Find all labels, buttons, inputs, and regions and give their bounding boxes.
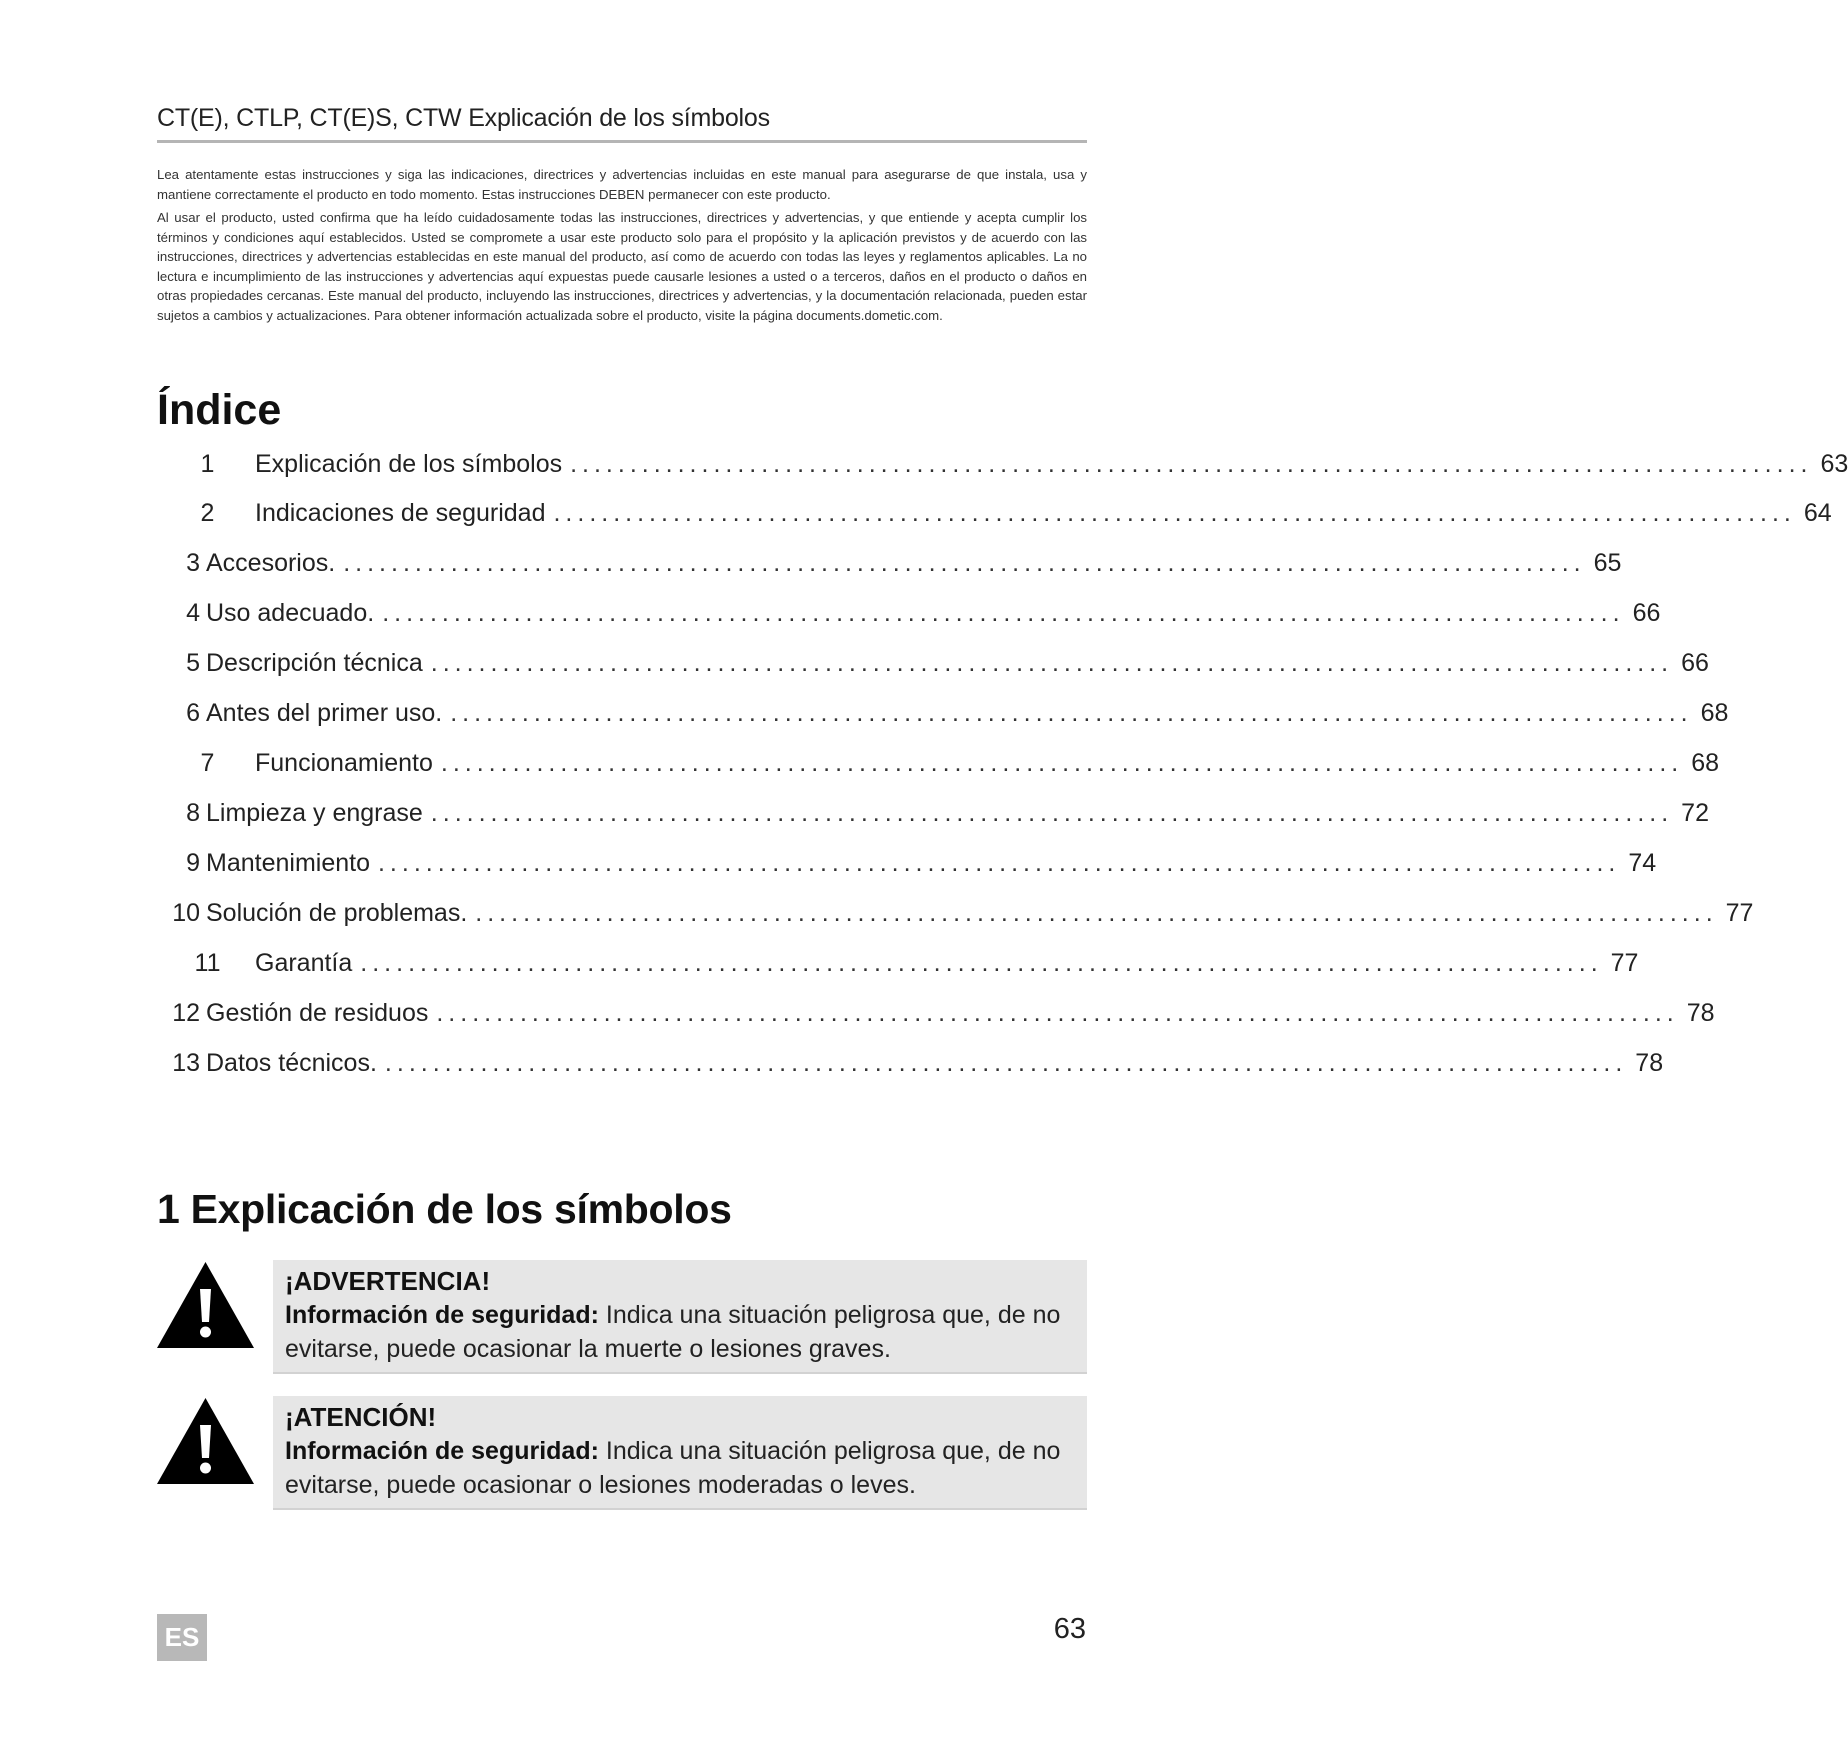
toc-entry[interactable] <box>165 899 1754 935</box>
toc-entry-number: 6 <box>186 699 200 727</box>
page-number: 63 <box>1053 1613 1086 1645</box>
toc-entry[interactable] <box>180 749 1720 785</box>
toc-entry-title: Garantía <box>255 949 353 977</box>
toc-entry-number: 5 <box>186 649 200 677</box>
toc-entry-page: 65 <box>1593 549 1622 577</box>
toc-entry-title: Uso adecuado. <box>206 599 375 627</box>
toc-entry-title: Antes del primer uso. <box>206 699 443 727</box>
warning-notice <box>157 1260 1087 1375</box>
toc-leader-dots: ........................................................................................................ <box>436 999 1679 1027</box>
toc-leader-dots: ........................................................................................................ <box>377 849 1621 877</box>
toc-title: Índice <box>157 386 282 434</box>
toc-entry-page: 64 <box>1803 499 1832 527</box>
toc-entry[interactable] <box>180 499 1832 535</box>
toc-entry-title: Descripción técnica <box>206 649 423 677</box>
toc-entry-page: 68 <box>1700 699 1729 727</box>
notice-lead: Información de seguridad: <box>285 1437 599 1465</box>
notice-box <box>273 1396 1087 1510</box>
toc-entry-page: 78 <box>1635 1049 1664 1077</box>
toc-leader-dots: ........................................................................................................ <box>570 450 1813 478</box>
toc-leader-dots: ........................................................................................................ <box>440 749 1684 777</box>
toc-leader-dots: ........................................................................................................ <box>450 699 1693 727</box>
toc-leader-dots: ........................................................................................................ <box>343 549 1586 577</box>
toc-leader-dots: ........................................................................................................ <box>553 499 1796 527</box>
toc-entry-number: 3 <box>186 549 200 577</box>
toc-entry-title: Indicaciones de seguridad <box>255 499 546 527</box>
toc-entry-number: 8 <box>186 799 200 827</box>
toc-entry-page: 77 <box>1610 949 1639 977</box>
toc-entry-number: 11 <box>194 949 221 977</box>
toc-leader-dots: ........................................................................................................ <box>430 799 1674 827</box>
toc-entry-number: 13 <box>172 1049 200 1077</box>
toc-entry-number: 10 <box>172 899 200 927</box>
toc-entry-page: 74 <box>1628 849 1657 877</box>
warning-triangle-icon <box>157 1398 254 1484</box>
toc-entry-page: 66 <box>1681 649 1709 677</box>
toc-entry[interactable] <box>180 949 1639 985</box>
toc-leader-dots: ........................................................................................................ <box>430 649 1674 677</box>
toc-entry[interactable] <box>165 549 1622 585</box>
section-title: 1 Explicación de los símbolos <box>157 1186 732 1232</box>
toc-leader-dots: ........................................................................................................ <box>360 949 1603 977</box>
notice-text <box>285 1298 1075 1366</box>
toc-entry[interactable] <box>165 799 1709 835</box>
language-badge: ES <box>157 1614 207 1661</box>
toc-entry-page: 63 <box>1820 450 1848 478</box>
table-of-contents <box>0 450 1848 1110</box>
toc-entry-title: Solución de problemas. <box>206 899 468 927</box>
toc-entry-number: 9 <box>186 849 200 877</box>
notice-label: ¡ADVERTENCIA! <box>285 1266 491 1296</box>
toc-entry[interactable] <box>165 699 1729 735</box>
toc-entry[interactable] <box>180 450 1848 486</box>
notice-description: Indica una situación peligrosa que, de no evitarse, puede ocasionar o lesiones moderadas o leves. <box>285 1437 1061 1499</box>
toc-entry-number: 2 <box>200 499 215 527</box>
toc-entry-number: 1 <box>200 450 215 478</box>
toc-entry-title: Accesorios. <box>206 549 336 577</box>
warning-triangle-icon <box>157 1262 254 1348</box>
toc-entry-page: 68 <box>1691 749 1720 777</box>
toc-leader-dots: ........................................................................................................ <box>384 1049 1628 1077</box>
toc-entry-title: Datos técnicos. <box>206 1049 377 1077</box>
toc-entry-title: Mantenimiento <box>206 849 370 877</box>
toc-entry-title: Funcionamiento <box>255 749 433 777</box>
running-header: CT(E), CTLP, CT(E)S, CTW Explicación de los símbolos <box>157 104 1087 143</box>
toc-leader-dots: ........................................................................................................ <box>382 599 1625 627</box>
intro-paragraph: Al usar el producto, usted confirma que ha leído cuidadosamente todas las instrucciones, directrices y advertencias, y que entiende y acepta cumplir los términos y condiciones aquí establecidos. Usted se compromete a usar este producto solo para el propósito y la aplicación previstos y de acuerdo con las instrucciones, directrices y advertencias establecidas en este manual del producto, así como de acuerdo con todas las leyes y reglamentos aplicables. La no lectura e incumplimiento de las instrucciones y advertencias aquí expuestas puede causarle lesiones a usted o a terceros, daños en el producto o daños en otras propiedades cercanas. Este manual del producto, incluyendo las instrucciones, directrices y advertencias, y la documentación relacionada, pueden estar sujetos a cambios y actualizaciones. Para obtener información actualizada sobre el producto, visite la página documents.dometic.com. <box>157 210 1087 323</box>
toc-entry[interactable] <box>165 999 1715 1035</box>
toc-entry-page: 66 <box>1632 599 1661 627</box>
notice-text <box>285 1434 1075 1502</box>
intro-paragraph: Lea atentamente estas instrucciones y siga las indicaciones, directrices y advertencias incluidas en este manual para asegurarse de que instala, usa y mantiene correctamente el producto en todo momento. Estas instrucciones DEBEN permanecer con este producto. <box>157 167 1087 202</box>
intro-text <box>157 165 1087 329</box>
toc-entry-page: 77 <box>1725 899 1754 927</box>
toc-entry[interactable] <box>165 599 1661 635</box>
toc-entry[interactable] <box>165 649 1709 685</box>
toc-entry-page: 72 <box>1681 799 1709 827</box>
toc-entry-number: 12 <box>172 999 200 1027</box>
toc-entry-title: Gestión de residuos <box>206 999 429 1027</box>
notice-lead: Información de seguridad: <box>285 1301 599 1329</box>
caution-notice <box>157 1396 1087 1511</box>
toc-leader-dots: ........................................................................................................ <box>475 899 1718 927</box>
notice-description: Indica una situación peligrosa que, de no evitarse, puede ocasionar la muerte o lesiones graves. <box>285 1301 1061 1363</box>
toc-entry-page: 78 <box>1686 999 1715 1027</box>
toc-entry[interactable] <box>165 1049 1664 1085</box>
notice-label: ¡ATENCIÓN! <box>285 1402 437 1432</box>
toc-entry-title: Explicación de los símbolos <box>255 450 563 478</box>
notice-box <box>273 1260 1087 1374</box>
toc-entry[interactable] <box>165 849 1657 885</box>
toc-entry-title: Limpieza y engrase <box>206 799 423 827</box>
toc-entry-number: 7 <box>200 749 215 777</box>
toc-entry-number: 4 <box>186 599 200 627</box>
